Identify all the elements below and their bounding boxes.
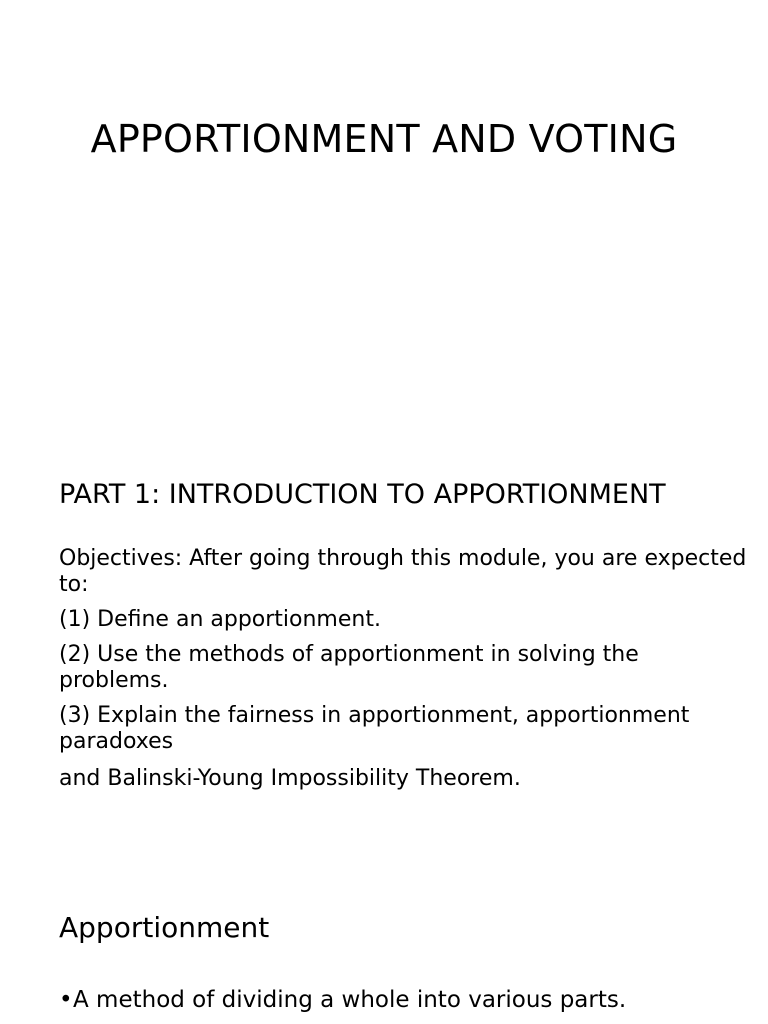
objective-item: (1) Define an apportionment. [59,607,381,632]
slide-definition [0,880,768,1024]
section-heading: PART 1: INTRODUCTION TO APPORTIONMENT [59,479,666,510]
objective-item-continuation: and Balinski-Young Impossibility Theorem. [59,766,521,791]
slide-title [0,0,768,440]
objective-item: (3) Explain the fairness in apportionment, apportionment paradoxes [59,703,690,754]
objective-item: (2) Use the methods of apportionment in solving the problems. [59,642,639,693]
objectives-intro: Objectives: After going through this module, you are expected to: [59,546,747,597]
definition-heading: Apportionment [59,911,270,944]
bullet-text: A method of dividing a whole into various parts. [73,987,627,1013]
bullet-icon: • [59,987,73,1013]
objectives-body [59,546,749,801]
presentation-title: APPORTIONMENT AND VOTING [90,117,678,161]
bullet-item [59,982,626,1018]
slide-objectives [0,440,768,880]
